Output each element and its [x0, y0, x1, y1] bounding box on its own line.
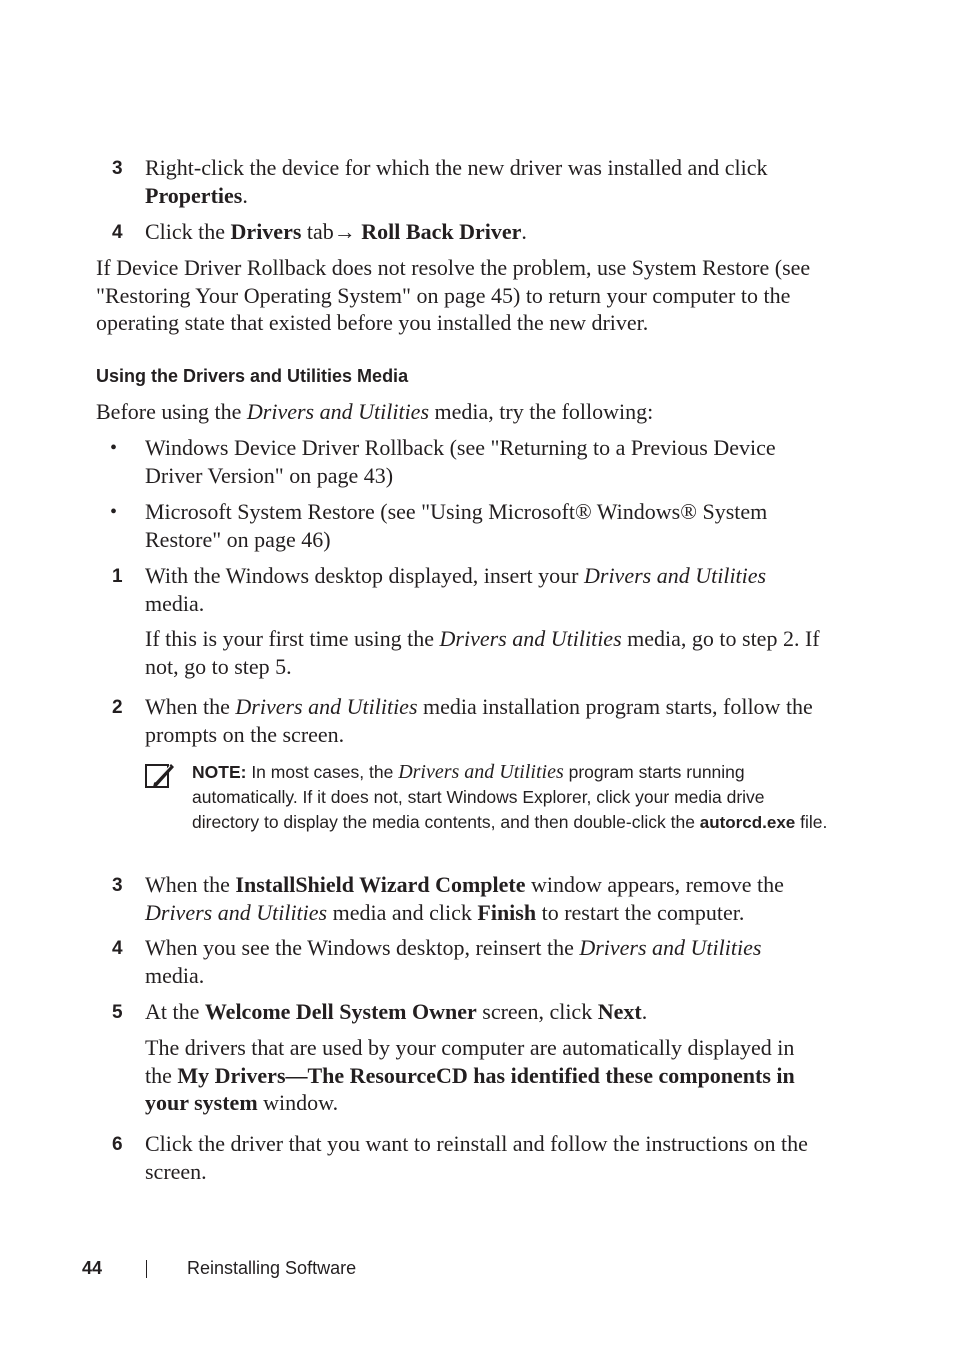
- bullet-icon: •: [110, 501, 118, 523]
- step-number: 3: [112, 875, 123, 896]
- note-label: NOTE:: [192, 762, 247, 782]
- bullet-item: • Windows Device Driver Rollback (see "Returning to a Previous Device Driver Version" on page 43): [110, 435, 776, 488]
- ui-term-properties: Properties: [145, 182, 243, 208]
- footer-divider: [146, 1260, 147, 1278]
- intro-paragraph: Before using the Drivers and Utilities media, try the following:: [96, 399, 654, 424]
- note-pencil-icon: [145, 762, 175, 790]
- page-number: 44: [82, 1258, 103, 1278]
- step-1-insert-media: 1 With the Windows desktop displayed, insert your Drivers and Utilities media.: [112, 563, 767, 616]
- note-text: NOTE: In most cases, the Drivers and Utilities program starts running automatically. If it does not, start Windows Explorer, click your media drive directory to display the media contents, and then double-click the autorcd.exe file.: [192, 761, 828, 832]
- section-heading: Using the Drivers and Utilities Media: [96, 366, 409, 386]
- step-number: 2: [112, 697, 123, 718]
- step-number: 3: [112, 158, 123, 179]
- step-number: 4: [112, 222, 123, 243]
- step-5-detail: The drivers that are used by your computer are automatically displayed in the My Drivers—The ResourceCD has identified these components in your system window.: [145, 1035, 795, 1115]
- step-1-detail: If this is your first time using the Drivers and Utilities media, go to step 2. If not, go to step 5.: [145, 626, 820, 679]
- footer-section-title: Reinstalling Software: [187, 1258, 357, 1278]
- note-box: [145, 760, 835, 835]
- step-number: 6: [112, 1134, 123, 1155]
- filename: autorcd.exe: [699, 813, 796, 832]
- rollback-paragraph: If Device Driver Rollback does not resolve the problem, use System Restore (see "Restoring Your Operating System" on page 45) to return your computer to the operating state that existed before you installed the new driver.: [96, 255, 811, 335]
- arrow-right-icon: →: [333, 219, 356, 244]
- step-number: 1: [112, 566, 123, 587]
- bullet-icon: •: [110, 437, 118, 459]
- step-3-installshield: 3 When the InstallShield Wizard Complete window appears, remove the Drivers and Utilities media and click Finish to restart the computer.: [112, 872, 784, 925]
- bullet-item: • Microsoft System Restore (see "Using Microsoft® Windows® System Restore" on page 46): [110, 499, 768, 552]
- step-4-roll-back: 4 Click the Drivers tab→ Roll Back Driver.: [96, 218, 826, 246]
- step-number: 5: [112, 1002, 123, 1023]
- ui-term-roll-back-driver: Roll Back Driver: [361, 219, 522, 244]
- ui-term-drivers: Drivers: [230, 219, 302, 244]
- step-number: 4: [112, 938, 123, 959]
- step-2-follow-prompts: 2 When the Drivers and Utilities media installation program starts, follow the prompts on the screen.: [112, 694, 813, 747]
- step-4-reinsert-media: 4 When you see the Windows desktop, reinsert the Drivers and Utilities media.: [112, 935, 762, 988]
- step-5-welcome-screen: 5 At the Welcome Dell System Owner screen, click Next.: [96, 998, 826, 1026]
- step-6-reinstall-driver: 6 Click the driver that you want to reinstall and follow the instructions on the screen.: [112, 1131, 808, 1184]
- step-3-properties: 3 Right-click the device for which the new driver was installed and click Properties.: [112, 155, 768, 208]
